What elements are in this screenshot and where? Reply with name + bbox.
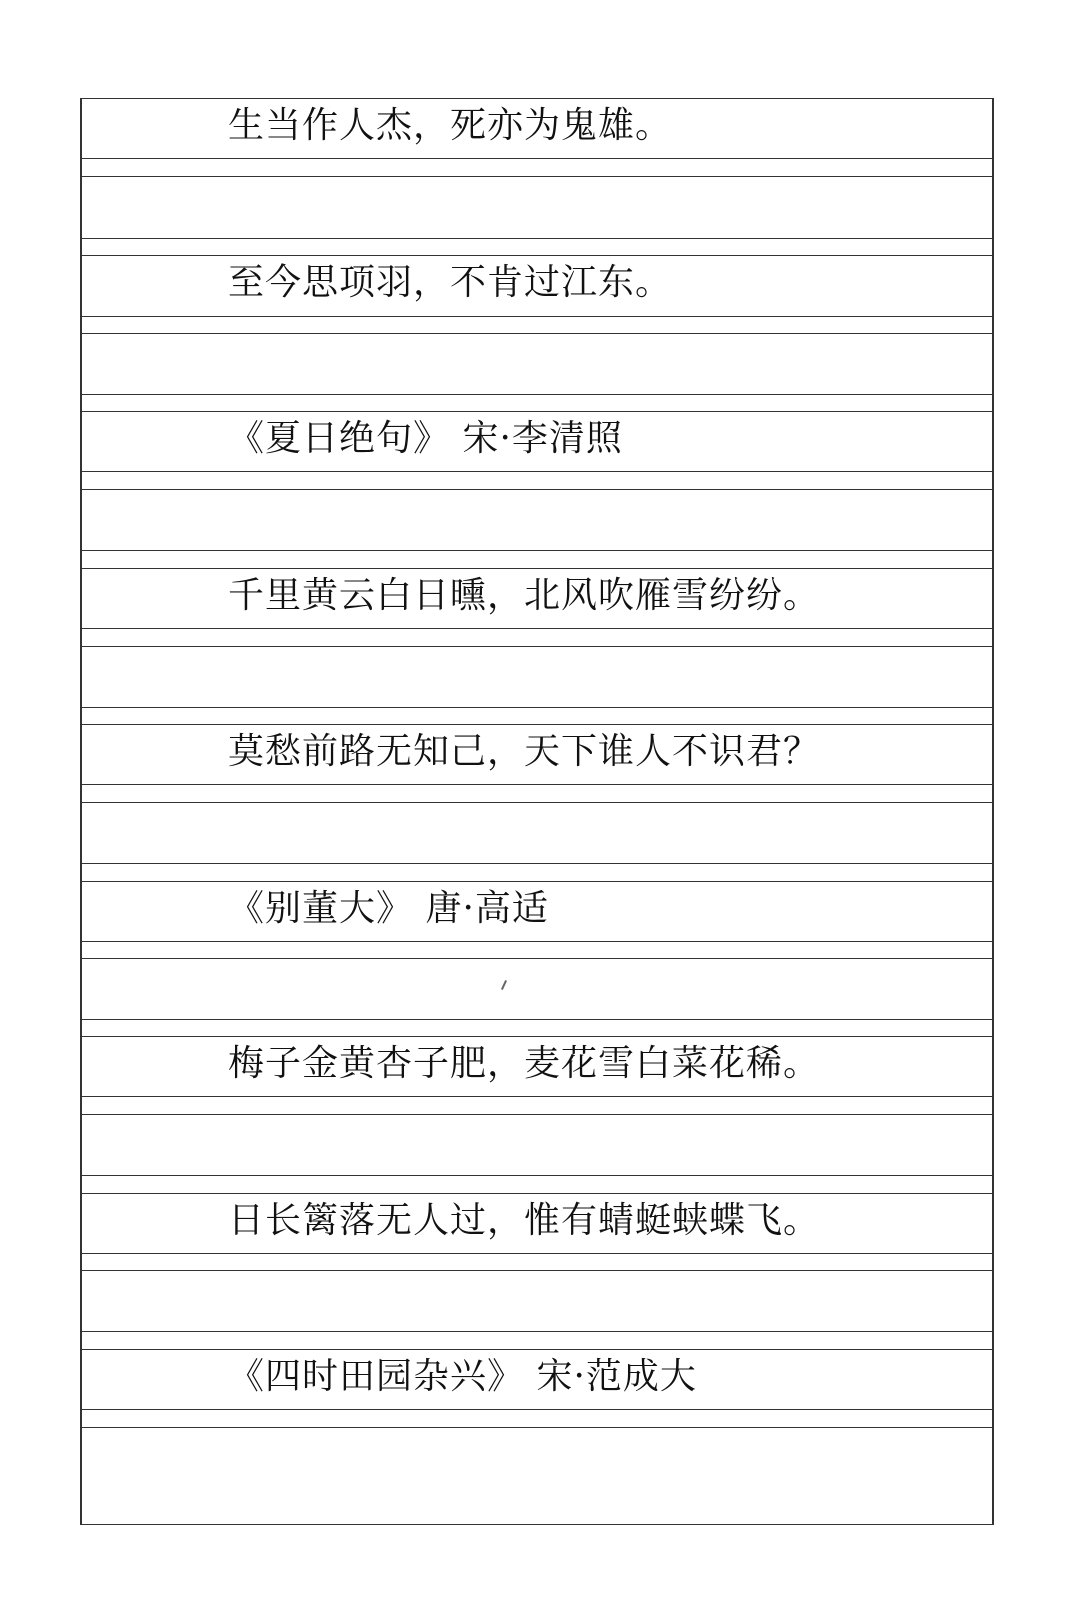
ruled-line: [80, 238, 994, 239]
ruled-line: [80, 255, 994, 256]
poem-title-line: 《夏日绝句》 宋·李清照: [228, 418, 623, 459]
ruled-line: [80, 1427, 994, 1428]
poem-line: 千里黄云白日曛，北风吹雁雪纷纷。: [228, 575, 821, 616]
ruled-line: [80, 1409, 994, 1410]
ruled-line: [80, 1036, 994, 1037]
ruled-line: [80, 784, 994, 785]
ruled-line: [80, 1193, 994, 1194]
ruled-line: [80, 1175, 994, 1176]
ruled-line: [80, 333, 994, 334]
ruled-line: [80, 1349, 994, 1350]
ruled-line: [80, 316, 994, 317]
ruled-line: [80, 471, 994, 472]
poem-line: 日长篱落无人过，惟有蜻蜓蛱蝶飞。: [228, 1200, 821, 1241]
poem-line: 梅子金黄杏子肥，麦花雪白菜花稀。: [228, 1043, 821, 1084]
ruled-line: [80, 176, 994, 177]
ruled-line: [80, 881, 994, 882]
ruled-line: [80, 158, 994, 159]
ruled-line: [80, 646, 994, 647]
poem-title-line: 《四时田园杂兴》 宋·范成大: [228, 1356, 697, 1397]
ruled-line: [80, 863, 994, 864]
ruled-line: [80, 1270, 994, 1271]
ruled-line: [80, 1114, 994, 1115]
poem-line: 生当作人杰，死亦为鬼雄。: [228, 105, 673, 146]
ruled-line: [80, 1096, 994, 1097]
ruled-line: [80, 802, 994, 803]
ruled-line: [80, 98, 994, 99]
lined-paper-sheet: [80, 98, 994, 1525]
ruled-line: [80, 1524, 994, 1525]
ruled-line: [80, 489, 994, 490]
ruled-line: [80, 707, 994, 708]
ruled-line: [80, 941, 994, 942]
ruled-line: [80, 958, 994, 959]
poem-line: 至今思项羽，不肯过江东。: [228, 262, 673, 303]
ruled-line: [80, 550, 994, 551]
ruled-line: [80, 1253, 994, 1254]
ruled-line: [80, 1019, 994, 1020]
ruled-line: [80, 628, 994, 629]
poem-line: 莫愁前路无知己，天下谁人不识君？: [228, 731, 821, 772]
ruled-line: [80, 568, 994, 569]
ruled-line: [80, 394, 994, 395]
ruled-line: [80, 411, 994, 412]
ruled-line: [80, 724, 994, 725]
ruled-line: [80, 1331, 994, 1332]
poem-title-line: 《别董大》 唐·高适: [228, 888, 549, 929]
